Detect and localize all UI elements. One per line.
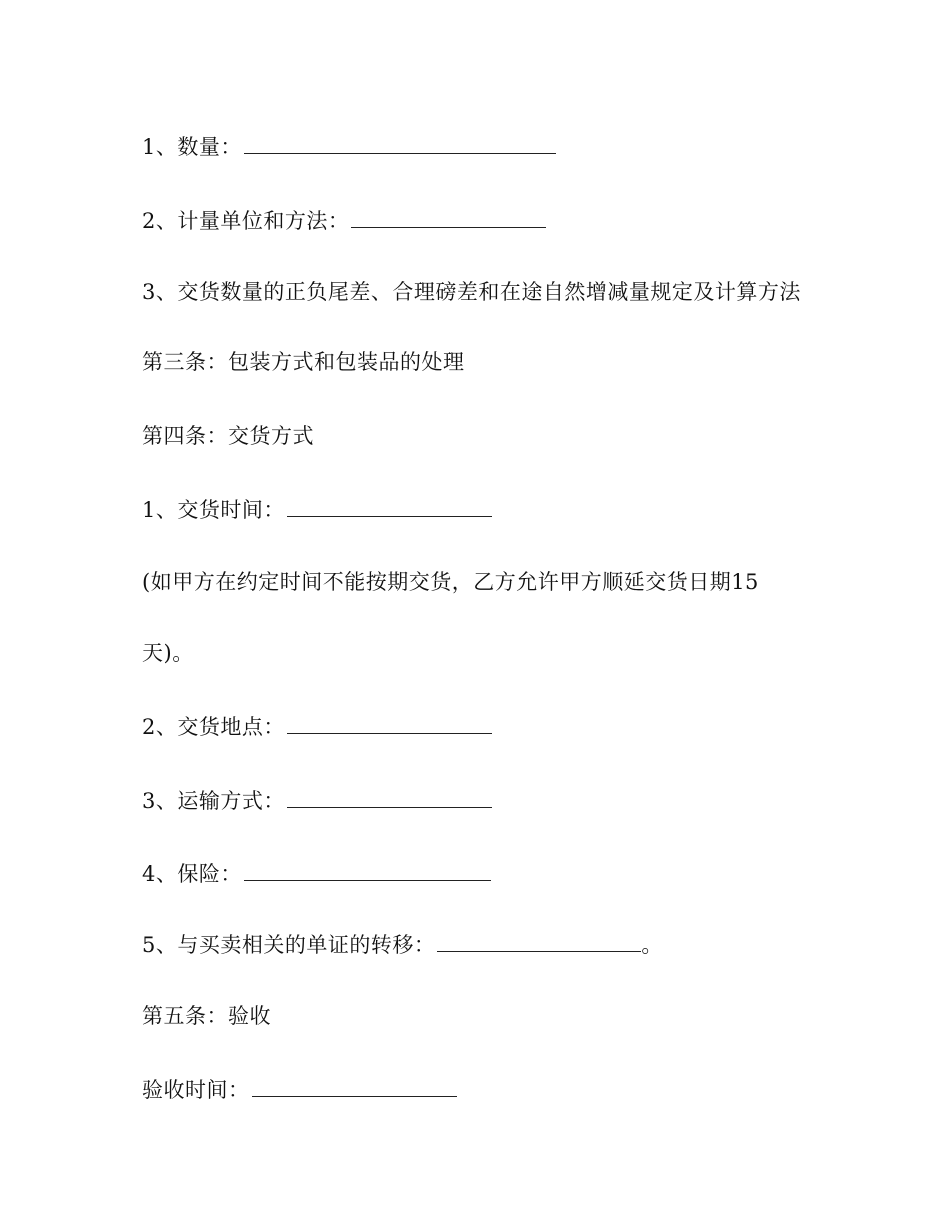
article-3-text: 第三条：包装方式和包装品的处理: [142, 350, 465, 374]
inspection-time-label: 验收时间：: [142, 1078, 250, 1102]
inspection-time-line: [142, 1074, 457, 1105]
article-4-heading: [142, 421, 314, 451]
article-5-heading: [142, 1001, 271, 1031]
delivery-time-label: 1、交货时间：: [142, 498, 285, 522]
transport-line: [142, 785, 492, 816]
delay-note-line-1: [142, 567, 759, 597]
insurance-line: [142, 858, 491, 889]
delivery-place-blank[interactable]: [287, 711, 492, 734]
unit-method-label: 2、计量单位和方法：: [142, 209, 350, 233]
delivery-place-label: 2、交货地点：: [142, 715, 285, 739]
delay-note-text-2: 天)。: [142, 641, 194, 665]
delivery-time-line: [142, 494, 492, 525]
unit-method-blank[interactable]: [351, 205, 546, 228]
tolerance-line: [142, 277, 801, 307]
article-3-heading: [142, 347, 465, 377]
transport-label: 3、运输方式：: [142, 789, 285, 813]
unit-method-line: [142, 205, 546, 236]
insurance-blank[interactable]: [244, 858, 491, 881]
delivery-time-blank[interactable]: [287, 494, 492, 517]
documents-transfer-label: 5、与买卖相关的单证的转移：: [142, 933, 436, 957]
tolerance-text: 3、交货数量的正负尾差、合理磅差和在途自然增减量规定及计算方法: [142, 280, 801, 304]
transport-blank[interactable]: [287, 785, 492, 808]
documents-transfer-line: [142, 929, 663, 960]
quantity-line: [142, 131, 556, 162]
documents-transfer-blank[interactable]: [437, 929, 641, 952]
delay-note-text-1: (如甲方在约定时间不能按期交货，乙方允许甲方顺延交货日期15: [142, 570, 759, 594]
delivery-place-line: [142, 711, 492, 742]
article-5-text: 第五条：验收: [142, 1004, 271, 1028]
documents-transfer-suffix: 。: [641, 933, 663, 957]
article-4-text: 第四条：交货方式: [142, 424, 314, 448]
delay-note-line-2: [142, 638, 194, 668]
quantity-blank[interactable]: [244, 131, 556, 154]
inspection-time-blank[interactable]: [252, 1074, 457, 1097]
insurance-label: 4、保险：: [142, 862, 242, 886]
quantity-label: 1、数量：: [142, 135, 242, 159]
